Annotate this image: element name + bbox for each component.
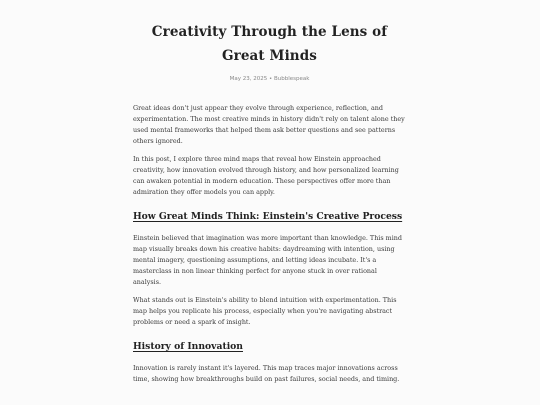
section-heading-einstein: How Great Minds Think: Einstein's Creative Process bbox=[133, 211, 403, 222]
post-author[interactable]: Bubblespeak bbox=[273, 76, 310, 82]
section-paragraph: Einstein believed that imagination was more important than knowledge. This mind map visually breaks down his creative habits: daydreaming with intention, using mental imagery, questioning assumptions, and letting ideas incubate. It's a masterclass in non linear thinking perfect for anyone stuck in over rational analysis. bbox=[133, 234, 402, 286]
post-title: Creativity Through the Lens of Great Minds bbox=[151, 24, 388, 64]
post-date: May 23, 2025 bbox=[229, 76, 268, 82]
section-paragraph: What stands out is Einstein's ability to blend intuition with experimentation. This map helps you replicate his process, especially when you're navigating abstract problems or need a spark of insight. bbox=[133, 296, 397, 326]
blog-article bbox=[133, 20, 406, 392]
intro-paragraph: In this post, I explore three mind maps that reveal how Einstein approached creativity, how innovation evolved through history, and how personalized learning can awaken potential in modern education. These perspectives offer more than admiration they offer models you can apply. bbox=[133, 155, 399, 196]
section-heading-innovation: History of Innovation bbox=[133, 341, 243, 352]
post-body bbox=[133, 103, 406, 385]
meta-separator: • bbox=[268, 76, 273, 82]
intro-paragraph: Great ideas don't just appear they evolve through experience, reflection, and experimentation. The most creative minds in history didn't rely on talent alone they used mental frameworks that helped them ask better questions and see patterns others ignored. bbox=[133, 104, 405, 145]
section-paragraph: Innovation is rarely instant it's layered. This map traces major innovations across time, showing how breakthroughs build on past failures, social needs, and timing. bbox=[133, 364, 400, 383]
post-meta bbox=[133, 76, 406, 82]
